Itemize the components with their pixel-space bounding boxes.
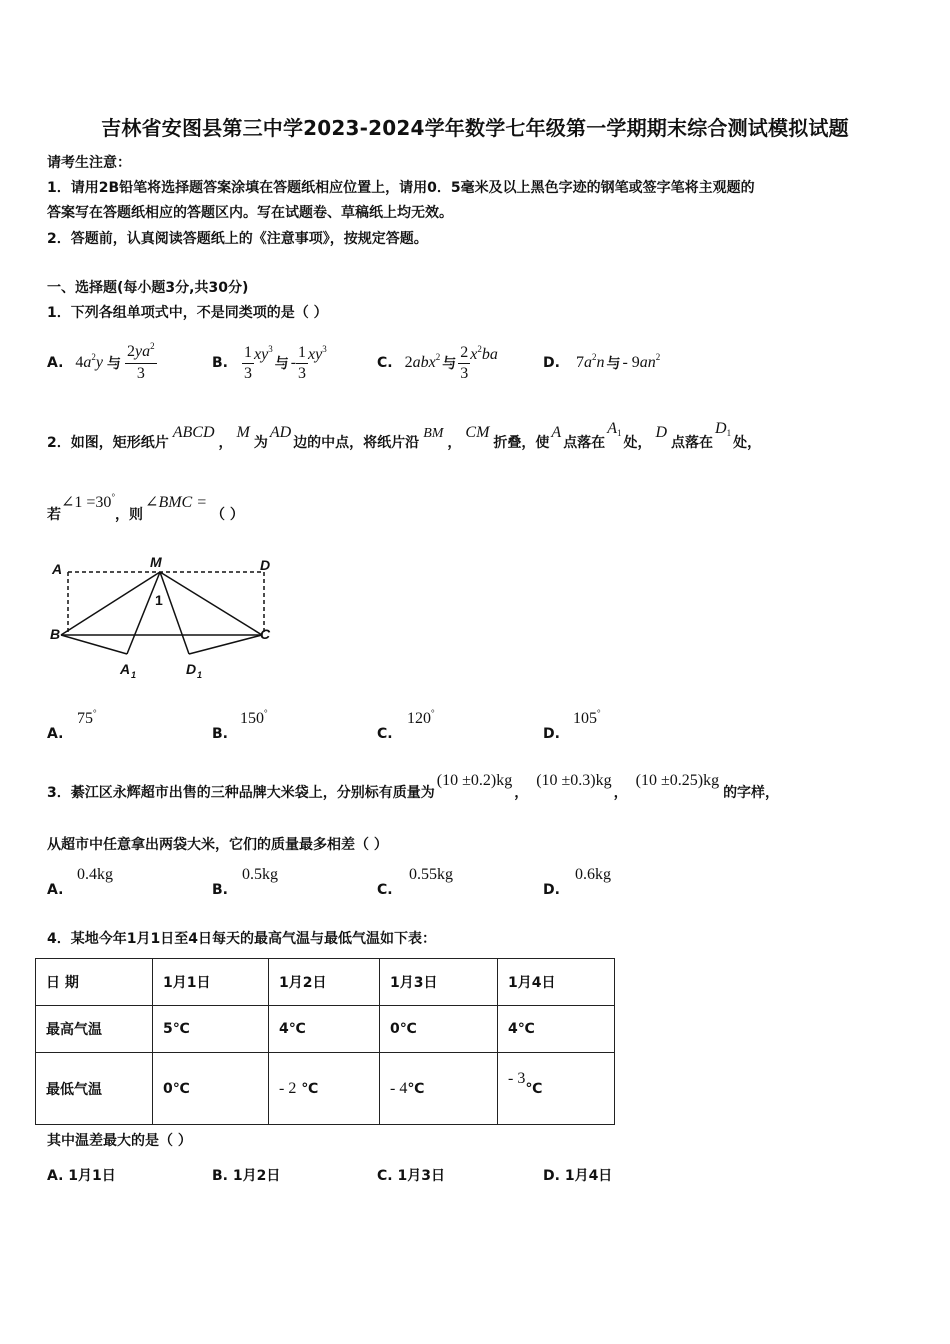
q2-text: 为 <box>253 435 268 451</box>
q1-d-expr2: - $9an^2$ <box>622 352 661 371</box>
table-header-cell: 1月4日 <box>498 959 615 1006</box>
option-label: C. <box>377 726 393 742</box>
q2-math-d: D <box>655 424 668 441</box>
option-label: D. <box>543 1168 560 1184</box>
table-row-label: 最低气温 <box>36 1053 153 1125</box>
q1-c-frac: $\frac{2}{3}$ <box>460 343 469 382</box>
q2-math-abcd: ABCD <box>172 424 215 441</box>
degree: ° <box>264 708 268 718</box>
q4-question: 其中温差最大的是（ ） <box>47 1133 192 1149</box>
table-header-cell: 1月2日 <box>269 959 380 1006</box>
option-label: B. <box>212 1168 228 1184</box>
q3-comma: ， <box>613 785 628 801</box>
q1-b-var1: $xy^3$ <box>254 344 273 363</box>
option-label: B. <box>212 355 228 371</box>
and-text: 与 <box>107 356 122 372</box>
option-label: D. <box>543 882 560 898</box>
option-value: 0.6kg <box>575 866 611 883</box>
q2-math-a1: A <box>607 420 617 437</box>
fig-label-a: A <box>52 561 63 577</box>
table-header-cell: 日 期 <box>36 959 153 1006</box>
q2-paren: （ ） <box>211 507 244 523</box>
table-cell <box>269 1053 380 1125</box>
notice-heading: 请考生注意： <box>47 155 131 171</box>
option-label: B. <box>212 882 228 898</box>
option-value: 0.55kg <box>409 866 453 883</box>
fig-label-d1-sub: 1 <box>197 670 203 680</box>
fig-label-d1: D <box>186 661 197 677</box>
fig-label-b: B <box>50 626 61 642</box>
degree: ° <box>93 708 97 718</box>
option-value: 1月1日 <box>68 1168 116 1184</box>
degree: ° <box>597 708 601 718</box>
option-label: D. <box>543 355 560 371</box>
q2-math-cm: CM <box>465 424 490 441</box>
q3-mass-2: (10 ±0.3)kg <box>536 772 612 789</box>
q2-text: 处， <box>623 435 652 451</box>
q1-option-a[interactable] <box>47 340 157 386</box>
q1-option-d[interactable] <box>543 340 660 386</box>
q4-option-a[interactable] <box>47 1165 116 1185</box>
q2-angle1: ∠1 =30 <box>61 494 112 511</box>
table-row <box>36 959 615 1006</box>
temp-unit: ℃ <box>301 1080 319 1097</box>
low-temp-value: - 4 <box>390 1079 408 1097</box>
option-label: B. <box>212 726 228 742</box>
q4-option-c[interactable] <box>377 1165 445 1185</box>
option-value: 1月2日 <box>232 1168 281 1184</box>
option-value: 1月4日 <box>564 1168 613 1184</box>
q3-text: 3．綦江区永辉超市出售的三种品牌大米袋上，分别标有质量为 <box>47 785 435 801</box>
option-label: A. <box>47 1168 64 1184</box>
low-temp-value: - 2 <box>279 1079 297 1097</box>
notice-line1b: 答案写在答题纸相应的答题区内。写在试题卷、草稿纸上均无效。 <box>47 205 453 221</box>
option-label: C. <box>377 1168 393 1184</box>
low-temp-value: - 3 <box>508 1069 526 1087</box>
q2-text: 边的中点，将纸片沿 <box>293 435 420 451</box>
option-value: 1月3日 <box>397 1168 445 1184</box>
fig-label-a1-sub: 1 <box>131 670 137 680</box>
q4-option-d[interactable] <box>543 1165 612 1185</box>
q2-comma: ， <box>218 435 233 451</box>
minus-sign: - <box>290 354 297 371</box>
q1-a-frac: $\frac{2ya^2}{3}$ <box>127 341 155 382</box>
and-text: 与 <box>274 356 289 372</box>
q2-comma: ， <box>447 435 462 451</box>
table-cell: 4℃ <box>269 1006 380 1053</box>
option-label: A. <box>47 726 64 742</box>
option-value: 75 <box>77 710 93 727</box>
option-label: C. <box>377 355 393 371</box>
fig-label-d: D <box>260 557 271 573</box>
fig-label-1: 1 <box>155 592 163 608</box>
notice-line2: 2．答题前，认真阅读答题纸上的《注意事项》，按规定答题。 <box>47 231 428 247</box>
table-row <box>36 1053 615 1125</box>
q1-c-var: $x^2ba$ <box>470 344 498 363</box>
q1-d-expr1: $7a^2n$ <box>575 352 605 371</box>
q2-math-d1: D <box>715 420 727 437</box>
q2-math-m: M <box>236 424 250 441</box>
and-text: 与 <box>442 356 457 372</box>
q2-math-ad: AD <box>269 424 292 441</box>
option-label: A. <box>47 355 64 371</box>
page-title: 吉林省安图县第三中学2023-2024学年数学七年级第一学期期末综合测试模拟试题 <box>101 116 849 140</box>
q2-math-bm: BM <box>423 426 444 441</box>
option-value: 120 <box>407 710 431 727</box>
degree: ° <box>111 492 116 502</box>
q3-mass-1: (10 ±0.2)kg <box>436 772 513 789</box>
option-label: D. <box>543 726 560 742</box>
q2-text: 若 <box>47 507 61 523</box>
q2-stem-line2 <box>47 494 244 524</box>
section-heading: 一、选择题(每小题3分,共30分) <box>47 280 249 296</box>
q3-text: 的字样， <box>723 785 780 801</box>
table-cell: 4℃ <box>498 1006 615 1053</box>
fig-label-a1: A <box>120 661 131 677</box>
q2-text: ，则 <box>115 507 144 523</box>
q1-a-expr1: $4a^2y$ <box>75 352 104 371</box>
q1-c-expr1: 2abx$^2$ <box>404 352 441 371</box>
q2-text: 点落在 <box>671 435 714 451</box>
q1-b-var2: $xy^3$ <box>308 344 327 363</box>
table-cell <box>498 1053 615 1125</box>
q3-stem-line1 <box>47 770 779 802</box>
q4-stem: 4．某地今年1月1日至4日每天的最高气温与最低气温如下表： <box>47 931 436 947</box>
q3-comma: ， <box>514 785 529 801</box>
q1-b-frac2: $\frac{1}{3}$ <box>298 343 307 382</box>
q2-math-a: A <box>551 424 562 441</box>
q1-stem: 1．下列各组单项式中，不是同类项的是（ ） <box>47 305 328 321</box>
option-value: 0.4kg <box>77 866 113 883</box>
table-row <box>36 1006 615 1053</box>
temp-unit: ℃ <box>525 1080 543 1097</box>
q2-stem-line1: 2．如图，矩形纸片 ABCD ， M 为 AD 边的中点，将纸片沿 BM ， CM 折叠，使 A 点落在 A1 处， D 点落在 D1 处， <box>47 420 762 451</box>
q2-text: 2．如图，矩形纸片 <box>47 435 169 451</box>
q4-option-b[interactable] <box>212 1165 280 1185</box>
table-cell: 0℃ <box>153 1053 269 1125</box>
option-value: 0.5kg <box>242 866 278 883</box>
q2-text: 折叠，使 <box>493 435 550 451</box>
q3-mass-3: (10 ±0.25)kg <box>635 772 720 789</box>
table-cell <box>380 1053 498 1125</box>
q1-b-frac1: $\frac{1}{3}$ <box>244 343 252 382</box>
fig-label-m: M <box>150 554 162 570</box>
temperature-table <box>35 958 615 1125</box>
option-value: 105 <box>573 710 597 727</box>
q1-option-b[interactable] <box>212 340 327 386</box>
degree: ° <box>431 708 435 718</box>
q2-text: 处， <box>733 435 762 451</box>
q1-option-c[interactable] <box>377 340 498 386</box>
q2-figure <box>40 550 280 680</box>
q2-text: 点落在 <box>563 435 606 451</box>
and-text: 与 <box>606 356 621 372</box>
option-label: C. <box>377 882 393 898</box>
notice-line1a: 1．请用2B铅笔将选择题答案涂填在答题纸相应位置上，请用0．5毫米及以上黑色字迹的钢笔或签字笔将主观题的 <box>47 180 755 196</box>
q2-angle-bmc: ∠BMC = <box>145 494 208 511</box>
q3-stem-line2: 从超市中任意拿出两袋大米，它们的质量最多相差（ ） <box>47 837 388 853</box>
table-header-cell: 1月3日 <box>380 959 498 1006</box>
table-header-cell: 1月1日 <box>153 959 269 1006</box>
fig-label-c: C <box>260 626 271 642</box>
option-value: 150 <box>240 710 264 727</box>
table-cell: 0℃ <box>380 1006 498 1053</box>
table-row-label: 最高气温 <box>36 1006 153 1053</box>
temp-unit: ℃ <box>407 1080 425 1097</box>
table-cell: 5℃ <box>153 1006 269 1053</box>
option-label: A. <box>47 882 64 898</box>
